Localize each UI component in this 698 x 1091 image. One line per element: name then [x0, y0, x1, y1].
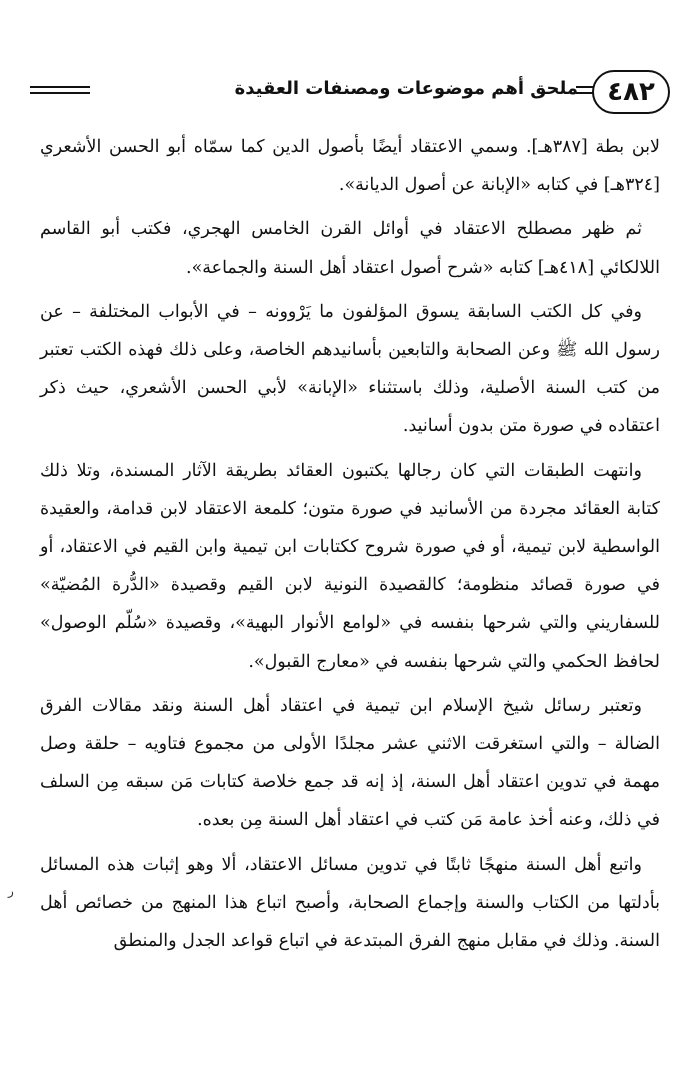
paragraph-6: واتبع أهل السنة منهجًا ثابتًا في تدوين مسائل الاعتقاد، ألا وهو إثبات هذه المسائل بأدلتها من الكتاب والسنة وإجماع الصحابة، وأصبح اتباع هذا المنهج من خصائص أهل السنة. وذلك في مقابل منهج الفرق المبتدعة في اتباع قواعد الجدل والمنطق	[40, 854, 660, 952]
running-header	[30, 70, 670, 118]
paragraph-4: وانتهت الطبقات التي كان رجالها يكتبون العقائد بطريقة الآثار المسندة، وتلا ذلك كتابة العقائد مجردة من الأسانيد في صورة متون؛ كلمعة الاعتقاد لابن قدامة، والعقيدة الواسطية لابن تيمية، أو في صورة شروح ككتابات ابن تيمية وابن القيم في الاعتقاد، أو في صورة قصائد منظومة؛ كالقصيدة النونية لابن القيم وقصيدة «الدُّرة المُضيّة» للسفاريني والتي شرحها بنفسه في «لوامع الأنوار البهية»، وقصيدة «سُلّم الوصول» لحافظ الحكمي والتي شرحها بنفسه في «معارج القبول».	[40, 460, 660, 672]
paragraph-1: لابن بطة [٣٨٧هـ]. وسمي الاعتقاد أيضًا بأصول الدين كما سمّاه أبو الحسن الأشعري [٣٢٤هـ] في كتابه «الإبانة عن أصول الديانة».	[40, 137, 660, 196]
page-body	[40, 128, 660, 966]
header-rule-left	[30, 86, 90, 94]
paragraph-2: ثم ظهر مصطلح الاعتقاد في أوائل القرن الخامس الهجري، فكتب أبو القاسم اللالكائي [٤١٨هـ] كتابه «شرح أصول اعتقاد أهل السنة والجماعة».	[40, 219, 660, 278]
page-number: ٤٨٢	[607, 77, 655, 107]
paragraph-3: وفي كل الكتب السابقة يسوق المؤلفون ما يَرْوونه – في الأبواب المختلفة – عن رسول الله ﷺ وعن الصحابة والتابعين بأسانيدهم الخاصة، وعلى ذلك فهذه الكتب تعتبر من كتب السنة الأصلية، وذلك باستثناء «الإبانة» لأبي الحسن الأشعري، حيث ذكر اعتقاده في صورة متن بدون أسانيد.	[40, 301, 660, 437]
paragraph-5: وتعتبر رسائل شيخ الإسلام ابن تيمية في اعتقاد أهل السنة ونقد مقالات الفرق الضالة – والتي استغرقت الاثني عشر مجلدًا الأولى من مجموع فتاويه – حلقة وصل مهمة في تدوين اعتقاد أهل السنة، إذ إنه قد جمع خلاصة كتابات مَن سبقه مِن السلف في ذلك، وعنه أخذ عامة مَن كتب في اعتقاد أهل السنة مِن بعده.	[40, 695, 660, 831]
margin-mark: ر	[8, 884, 14, 898]
page-number-frame	[592, 70, 670, 114]
header-rule-right	[576, 86, 594, 94]
header-title: ملحق أهم موضوعات ومصنفات العقيدة	[234, 78, 578, 99]
